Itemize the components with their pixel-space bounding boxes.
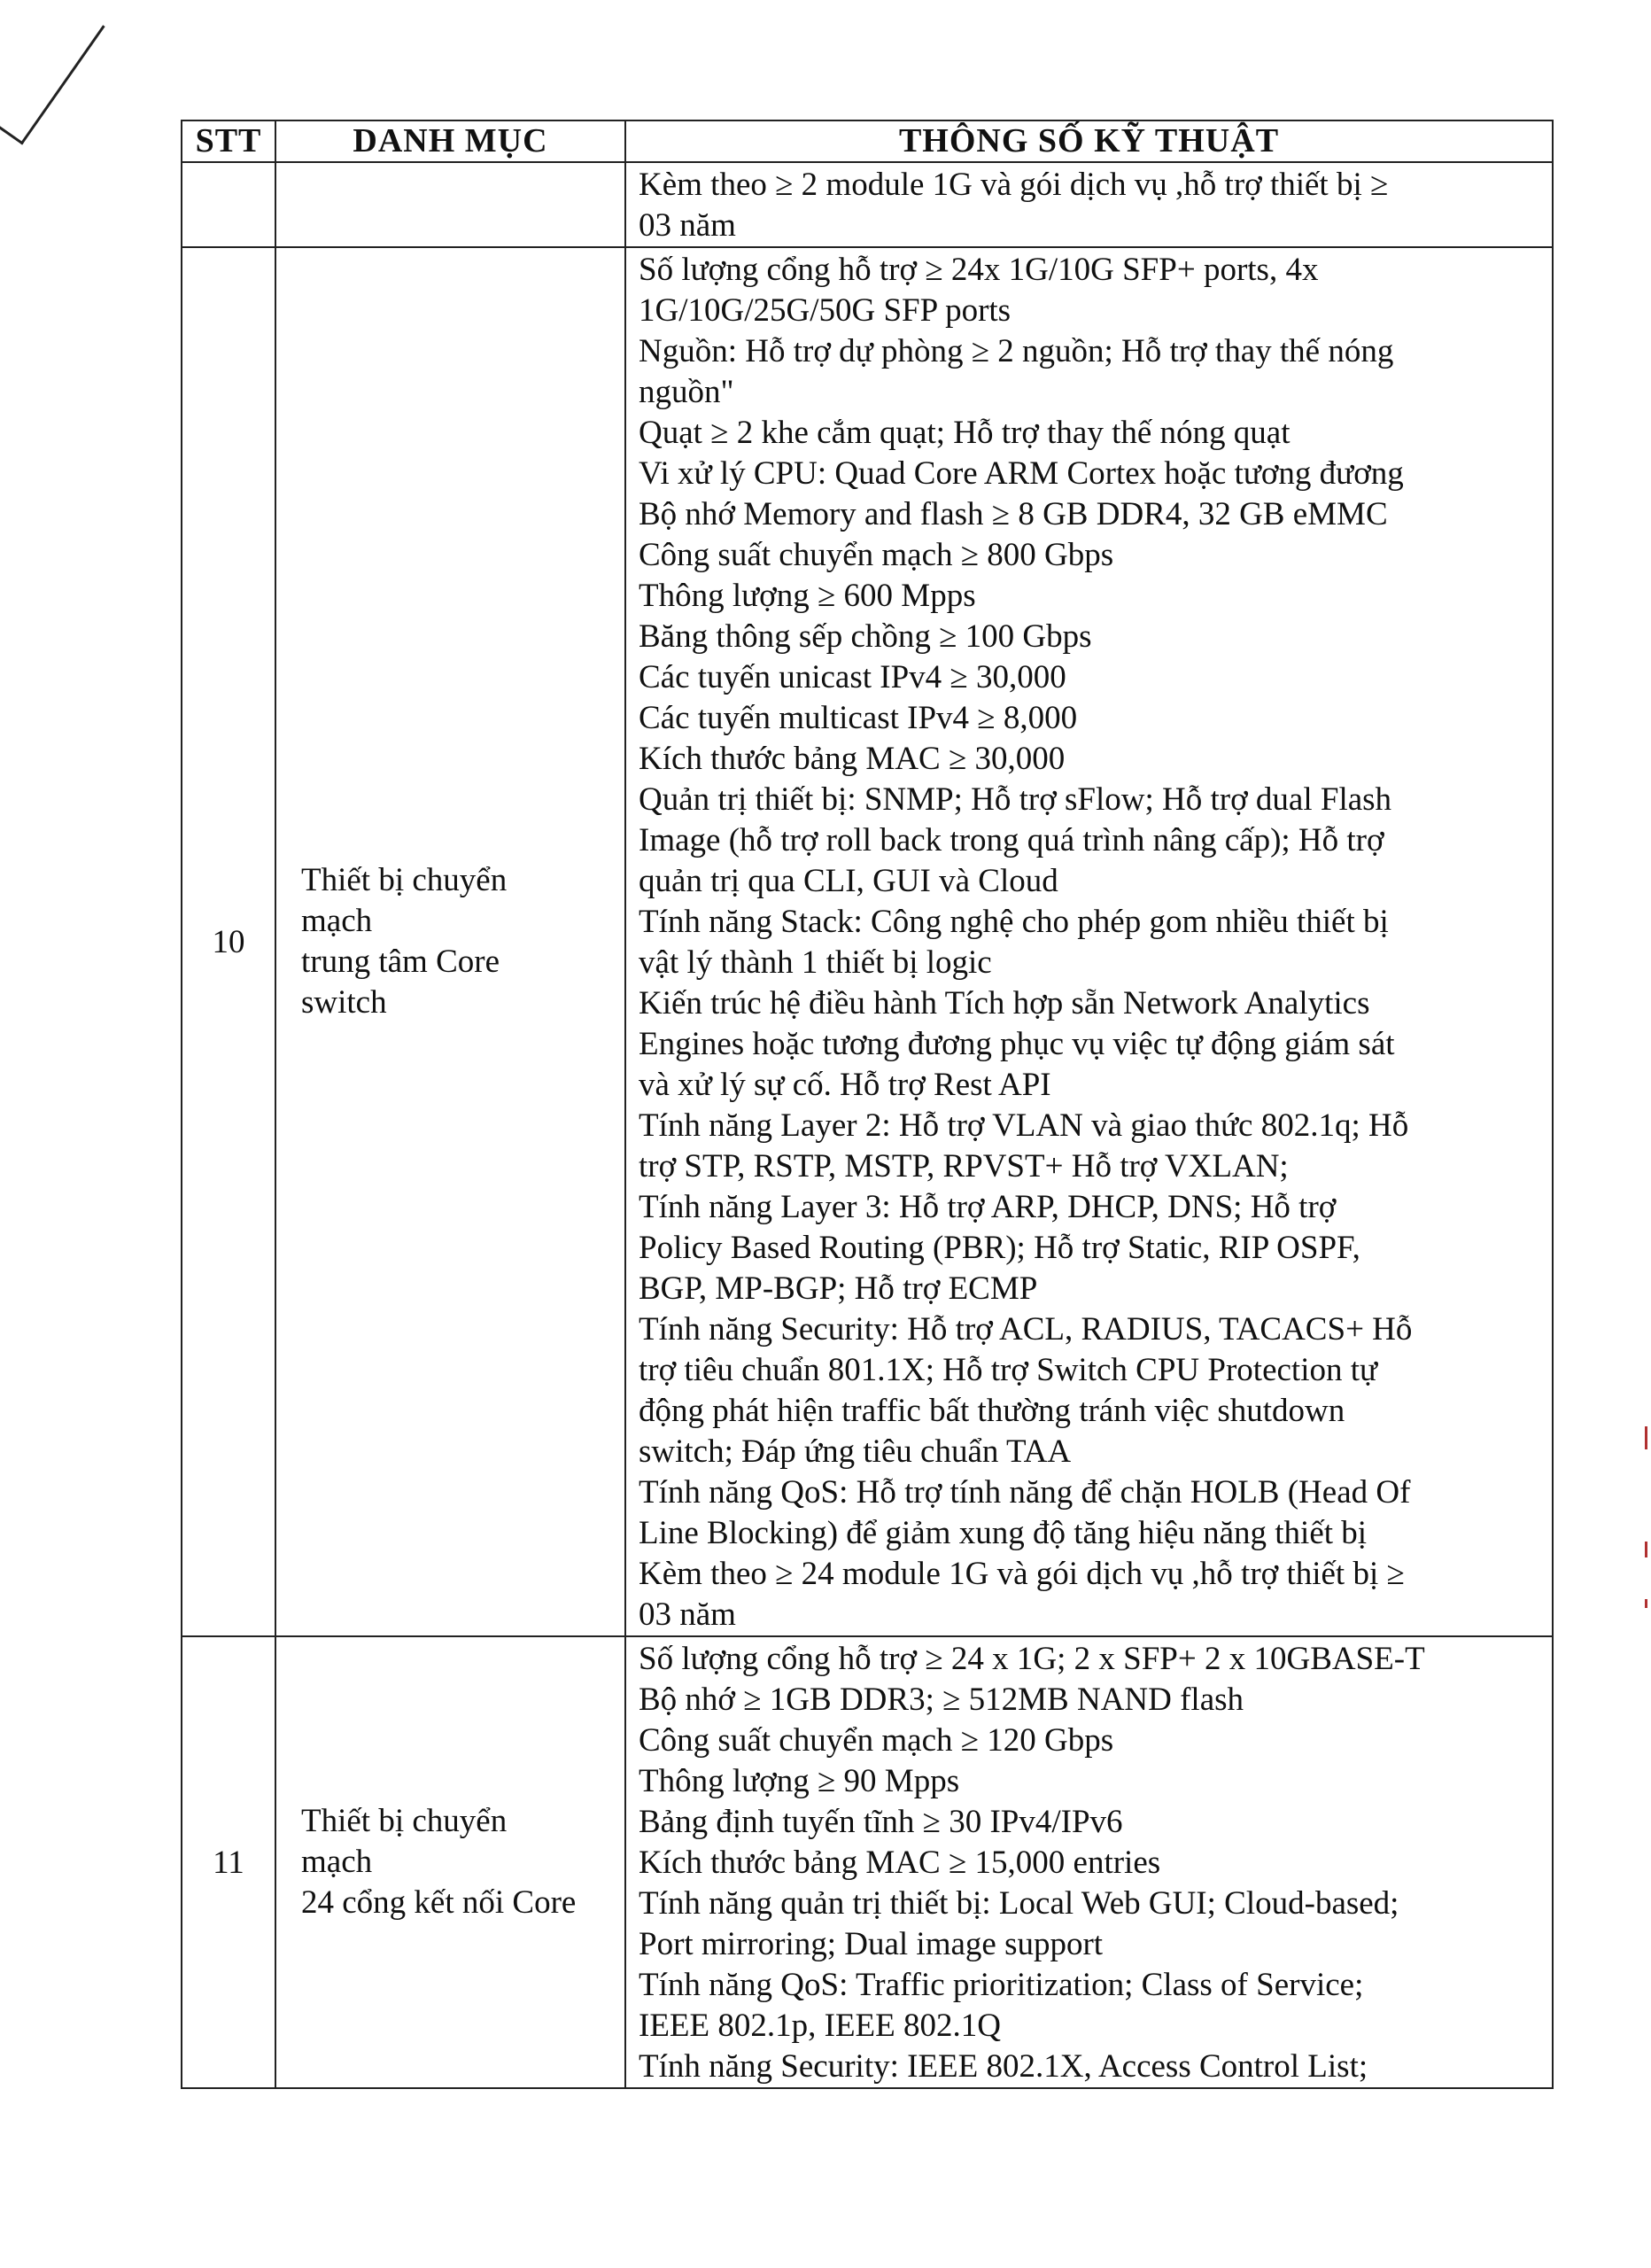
spec-item: Công suất chuyển mạch ≥ 800 Gbps [639, 537, 1114, 573]
spec-item: Kèm theo ≥ 24 module 1G và gói dịch vụ ,hỗ trợ thiết bị ≥ 03 năm [639, 1556, 1405, 1633]
spec-item: Tính năng Layer 2: Hỗ trợ VLAN và giao thức 802.1q; Hỗ trợ STP, RSTP, MSTP, RPVST+ Hỗ trợ VXLAN; [639, 1107, 1409, 1184]
header-category: DANH MỤC [275, 120, 625, 162]
row-category [275, 162, 625, 247]
table-row [182, 1636, 1553, 2088]
spec-item: Quản trị thiết bị: SNMP; Hỗ trợ sFlow; Hỗ trợ dual Flash Image (hỗ trợ roll back trong quá trình nâng cấp); Hỗ trợ quản trị qua CLI, GUI và Cloud [639, 781, 1392, 899]
spec-item: Vi xử lý CPU: Quad Core ARM Cortex hoặc tương đương [639, 455, 1404, 492]
spec-item: Thông lượng ≥ 90 Mpps [639, 1763, 960, 1799]
spec-item: Quạt ≥ 2 khe cắm quạt; Hỗ trợ thay thế nóng quạt [639, 415, 1291, 451]
spec-item: Số lượng cổng hỗ trợ ≥ 24x 1G/10G SFP+ ports, 4x 1G/10G/25G/50G SFP ports [639, 252, 1319, 329]
spec-item: Tính năng Stack: Công nghệ cho phép gom nhiều thiết bị vật lý thành 1 thiết bị logic [639, 904, 1389, 981]
spec-item: Các tuyến unicast IPv4 ≥ 30,000 [639, 659, 1066, 695]
header-stt: STT [182, 120, 275, 162]
row-stt: 11 [182, 1636, 275, 2088]
row-specs [625, 1636, 1553, 2088]
spec-item: Nguồn: Hỗ trợ dự phòng ≥ 2 nguồn; Hỗ trợ thay thế nóng nguồn" [639, 333, 1394, 410]
spec-item: Kèm theo ≥ 2 module 1G và gói dịch vụ ,hỗ trợ thiết bị ≥ 03 năm [639, 167, 1389, 244]
spec-item: Kích thước bảng MAC ≥ 30,000 [639, 741, 1066, 777]
spec-item: Tính năng QoS: Traffic prioritization; Class of Service; IEEE 802.1p, IEEE 802.1Q [639, 1967, 1364, 2044]
row-category: Thiết bị chuyển mạch 24 cổng kết nối Core [275, 1636, 625, 2088]
scan-edge-mark [1645, 1542, 1647, 1557]
spec-item: Tính năng Security: IEEE 802.1X, Access Control List; [639, 2048, 1368, 2085]
spec-table [181, 120, 1554, 2089]
spec-item: Tính năng Security: Hỗ trợ ACL, RADIUS, TACACS+ Hỗ trợ tiêu chuẩn 801.1X; Hỗ trợ Switch CPU Protection tự động phát hiện traffic bất thường tránh việc shutdown switch; Đáp ứng tiêu chuẩn TAA [639, 1311, 1413, 1470]
spec-item: Băng thông sếp chồng ≥ 100 Gbps [639, 618, 1092, 655]
row-stt: 10 [182, 247, 275, 1636]
spec-item: Bảng định tuyến tĩnh ≥ 30 IPv4/IPv6 [639, 1804, 1123, 1840]
spec-item: Thông lượng ≥ 600 Mpps [639, 578, 976, 614]
spec-item: Bộ nhớ ≥ 1GB DDR3; ≥ 512MB NAND flash [639, 1682, 1244, 1718]
spec-item: Số lượng cổng hỗ trợ ≥ 24 x 1G; 2 x SFP+ 2 x 10GBASE-T [639, 1641, 1425, 1677]
spec-item: Tính năng quản trị thiết bị: Local Web GUI; Cloud-based; Port mirroring; Dual image support [639, 1885, 1399, 1962]
table-header [182, 120, 1553, 162]
spec-item: Bộ nhớ Memory and flash ≥ 8 GB DDR4, 32 GB eMMC [639, 496, 1388, 532]
scan-edge-mark [1645, 1426, 1647, 1449]
scan-corner-mark [0, 0, 105, 145]
row-specs [625, 162, 1553, 247]
scan-edge-mark [1645, 1599, 1647, 1608]
spec-item: Tính năng QoS: Hỗ trợ tính năng để chặn HOLB (Head Of Line Blocking) để giảm xung độ tăng hiệu năng thiết bị [639, 1474, 1411, 1551]
table-row [182, 247, 1553, 1636]
row-category: Thiết bị chuyển mạch trung tâm Core switch [275, 247, 625, 1636]
spec-item: Tính năng Layer 3: Hỗ trợ ARP, DHCP, DNS; Hỗ trợ Policy Based Routing (PBR); Hỗ trợ Static, RIP OSPF, BGP, MP-BGP; Hỗ trợ ECMP [639, 1189, 1360, 1307]
row-stt [182, 162, 275, 247]
spec-item: Kích thước bảng MAC ≥ 15,000 entries [639, 1845, 1161, 1881]
table-row [182, 162, 1553, 247]
spec-item: Công suất chuyển mạch ≥ 120 Gbps [639, 1722, 1114, 1759]
row-specs [625, 247, 1553, 1636]
spec-item: Kiến trúc hệ điều hành Tích hợp sẵn Network Analytics Engines hoặc tương đương phục vụ việc tự động giám sát và xử lý sự cố. Hỗ trợ Rest API [639, 985, 1395, 1103]
table-body [182, 162, 1553, 2088]
spec-item: Các tuyến multicast IPv4 ≥ 8,000 [639, 700, 1078, 736]
header-specs: THÔNG SỐ KỸ THUẬT [625, 120, 1553, 162]
